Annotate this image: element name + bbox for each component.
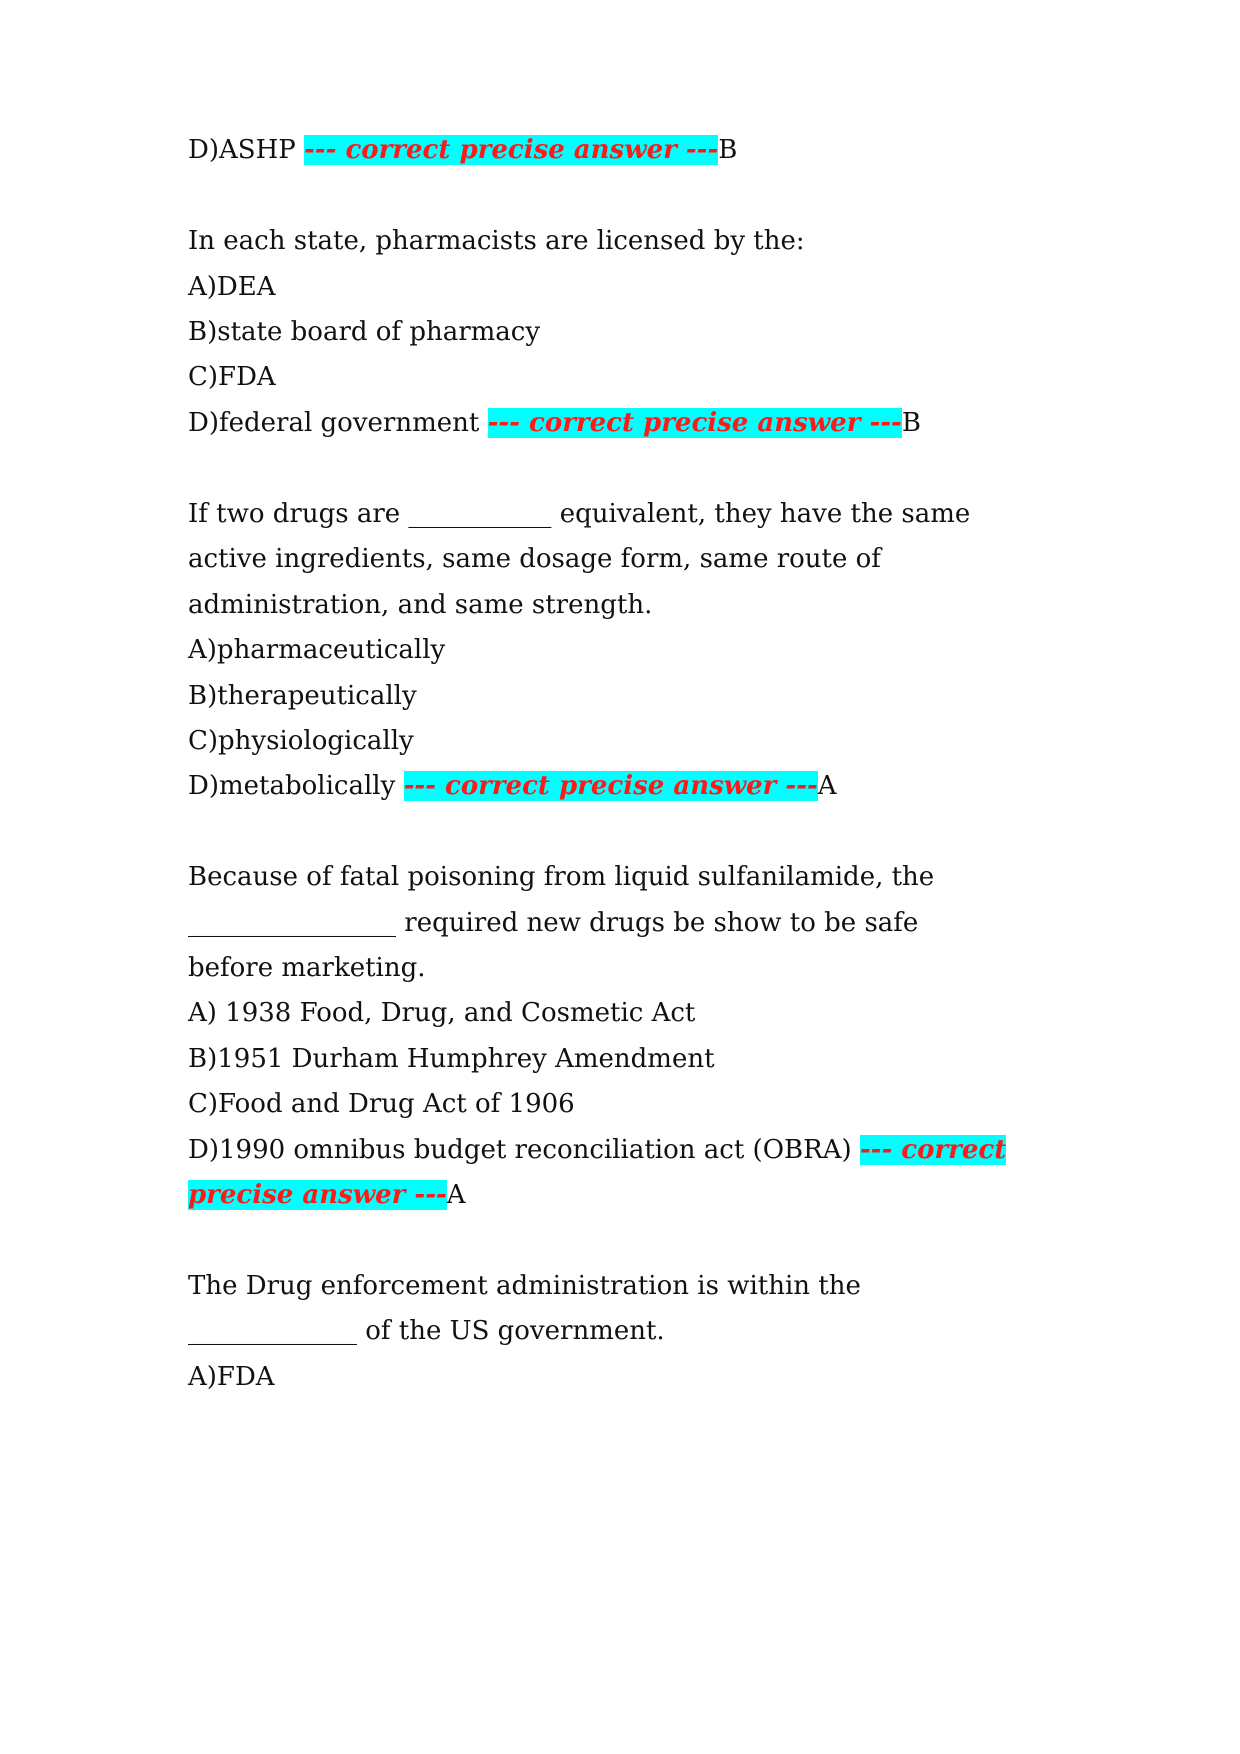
- question-text: administration, and same strength.: [188, 590, 653, 620]
- answer-letter: B: [718, 135, 738, 165]
- option-line: A)FDA: [188, 1362, 275, 1392]
- answer-highlight: --- correct precise answer ---: [403, 771, 818, 801]
- answer-highlight: --- correct: [859, 1135, 1007, 1165]
- option-line: C)FDA: [188, 362, 276, 392]
- answer-highlight: --- correct precise answer ---: [304, 135, 719, 165]
- option-line: C)physiologically: [188, 726, 414, 756]
- option-line: B)therapeutically: [188, 681, 417, 711]
- option-line: [188, 1132, 1006, 1168]
- option-line: [188, 1177, 466, 1213]
- option-line: A)pharmaceutically: [188, 635, 446, 665]
- option-line: A) 1938 Food, Drug, and Cosmetic Act: [188, 998, 696, 1028]
- question-text: ________________ required new drugs be show to be safe: [188, 908, 919, 938]
- option-text: D)ASHP: [188, 135, 305, 165]
- option-text: D)federal government: [188, 408, 488, 438]
- answer-highlight: --- correct precise answer ---: [487, 408, 902, 438]
- option-line: A)DEA: [188, 272, 276, 302]
- question-text: before marketing.: [188, 953, 426, 983]
- answer-letter: B: [901, 408, 921, 438]
- option-text: D)1990 omnibus budget reconciliation act (OBRA): [188, 1135, 860, 1165]
- answer-letter: A: [817, 771, 837, 801]
- option-line: [188, 132, 737, 168]
- question-text: The Drug enforcement administration is within the: [188, 1271, 861, 1301]
- question-text: active ingredients, same dosage form, same route of: [188, 544, 881, 574]
- option-line: [188, 405, 921, 441]
- option-text: D)metabolically: [188, 771, 404, 801]
- answer-letter: A: [446, 1180, 466, 1210]
- question-text: In each state, pharmacists are licensed by the:: [188, 226, 805, 256]
- option-line: C)Food and Drug Act of 1906: [188, 1089, 575, 1119]
- option-line: B)state board of pharmacy: [188, 317, 541, 347]
- question-text: If two drugs are ___________ equivalent, they have the same: [188, 499, 971, 529]
- option-line: B)1951 Durham Humphrey Amendment: [188, 1044, 715, 1074]
- answer-highlight: precise answer ---: [188, 1180, 447, 1210]
- question-text: _____________ of the US government.: [188, 1316, 665, 1346]
- question-text: Because of fatal poisoning from liquid sulfanilamide, the: [188, 862, 935, 892]
- option-line: [188, 768, 837, 804]
